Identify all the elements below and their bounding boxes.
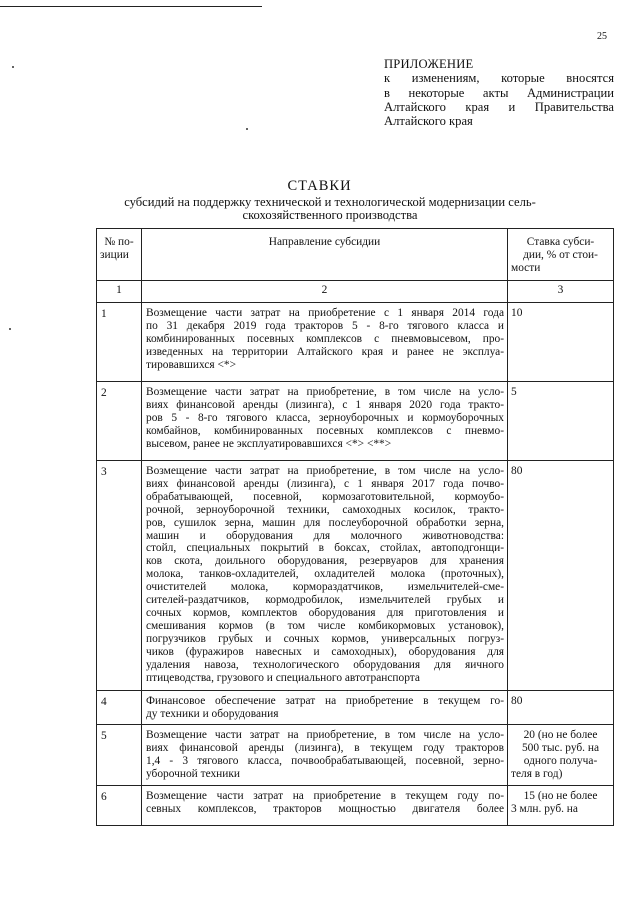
direction-line: высевом, ранее не эксплуатировавшихся <*> <**> — [146, 437, 392, 450]
direction-line: ров, сушилок зерна, машин для послеуборочной обработки зерна, — [146, 516, 504, 529]
direction-line: виях финансовой аренды (лизинга), в текущем году тракторов — [146, 741, 504, 754]
row-rate — [508, 303, 614, 382]
rate-line: 3 млн. руб. на — [511, 802, 578, 815]
row-rate — [508, 382, 614, 461]
header-rate — [508, 229, 614, 281]
rate-line: 500 тыс. руб. на — [521, 741, 600, 754]
direction-line: Финансовое обеспечение затрат на приобретение в текущем го- — [146, 695, 504, 707]
header-text: Направление субсидии — [268, 236, 381, 248]
row-number: 6 — [97, 785, 142, 825]
direction-line: ров 5 - 8-го тягового класса, зерноуборочных и кормоуборочных — [146, 411, 504, 424]
direction-line: Возмещение части затрат на приобретение в текущем году по- — [146, 789, 504, 802]
row-number: 2 — [97, 382, 142, 461]
appendix-header — [384, 57, 614, 128]
direction-line: виях финансовой аренды (лизинга), с 1 января 2020 года тракто- — [146, 398, 504, 411]
rate-line: 10 — [511, 307, 523, 319]
header-direction — [142, 229, 508, 281]
direction-line: сочных кормов, комплектов оборудования для приготовления и — [146, 606, 504, 619]
direction-line: ков скота, доильного оборудования, резервуаров для хранения — [146, 555, 504, 568]
row-rate — [508, 785, 614, 825]
direction-line: Возмещение части затрат на приобретение, в том числе на усло- — [146, 729, 504, 741]
scan-speck — [9, 328, 11, 330]
row-direction — [142, 785, 508, 825]
table-row — [97, 691, 614, 725]
row-number: 4 — [97, 691, 142, 725]
direction-line: очистителей молока, кормораздатчиков, измельчителей-сме- — [146, 581, 504, 594]
direction-line: 1,4 - 3 тягового класса, почвообрабатывающей, посевной, зерно- — [146, 754, 504, 767]
direction-line: чиков (фуражиров навесных и самоходных), оборудования для — [146, 645, 504, 658]
scan-speck — [246, 128, 248, 130]
direction-line: севных комплексов, тракторов мощностью двигателя более — [146, 802, 504, 815]
row-rate — [508, 691, 614, 725]
row-number: 1 — [97, 303, 142, 382]
table-row — [97, 785, 614, 825]
table-row — [97, 303, 614, 382]
document-subtitle — [80, 196, 580, 222]
header-text-line: Ставка субси- — [526, 236, 595, 248]
row-direction — [142, 303, 508, 382]
appendix-line: к изменениям, которые вносятся — [384, 71, 614, 86]
document-title: СТАВКИ — [287, 178, 352, 194]
header-position-number — [97, 229, 142, 281]
row-number: 3 — [97, 461, 142, 691]
direction-line: ду техники и оборудования — [146, 707, 279, 720]
direction-line: рочной, зерноуборочной техники, самоходных косилок, тракто- — [146, 503, 504, 516]
column-number: 3 — [508, 281, 614, 303]
direction-line: сителей-раздатчиков, кормодробилок, измельчителей грубых и — [146, 594, 504, 607]
row-direction — [142, 382, 508, 461]
direction-line: машин и оборудования для молочного животноводства: — [146, 529, 504, 542]
header-text-line: дии, % от стои- — [523, 248, 598, 261]
direction-line: по 31 декабря 2019 года тракторов 5 - 8-го тягового класса и — [146, 319, 504, 332]
header-text-line: мости — [511, 261, 541, 274]
table-header-row — [97, 229, 614, 281]
appendix-line: в некоторые акты Администрации — [384, 85, 614, 100]
header-text-line: зиции — [100, 248, 129, 261]
direction-line: уборочной техники — [146, 767, 240, 780]
row-direction — [142, 691, 508, 725]
direction-line: виях финансовой аренды (лизинга), с 1 января 2017 года почво- — [146, 477, 504, 490]
subsidy-rates-table — [96, 228, 614, 826]
appendix-line: Алтайского края — [384, 114, 473, 129]
rate-line: 15 (но не более — [523, 789, 598, 802]
direction-line: молока, танков-охладителей, охладителей молока (проточных), — [146, 568, 504, 581]
table-row — [97, 725, 614, 786]
scan-edge-line — [0, 6, 262, 7]
direction-line: тировавшихся <*> — [146, 358, 237, 371]
scan-speck — [12, 66, 14, 68]
direction-line: погрузчиков грубых и сочных кормов, универсальных погруз- — [146, 632, 504, 645]
subtitle-line: субсидий на поддержку технической и технологической модернизации сель- — [124, 195, 536, 209]
subtitle-line: скохозяйственного производства — [242, 208, 418, 222]
header-text-line: № по- — [104, 236, 134, 248]
appendix-line: Алтайского края и Правительства — [384, 99, 614, 114]
direction-line: Возмещение части затрат на приобретение, в том числе на усло- — [146, 386, 504, 398]
direction-line: Возмещение части затрат на приобретение, в том числе на усло- — [146, 465, 504, 477]
rate-line: 5 — [511, 386, 517, 398]
appendix-heading: ПРИЛОЖЕНИЕ — [384, 57, 474, 71]
direction-line: комбайнов, комбинированных посевных комплексов с пневмо- — [146, 424, 504, 437]
direction-line: смешивания кормов (в том числе комбикормовых установок), — [146, 619, 504, 632]
rate-line: 80 — [511, 465, 523, 477]
table-row — [97, 382, 614, 461]
direction-line: стойл, специальных покрытий в боксах, стойлах, автоподгонщи- — [146, 542, 504, 555]
row-rate — [508, 461, 614, 691]
direction-line: Возмещение части затрат на приобретение с 1 января 2014 года — [146, 307, 504, 319]
row-rate — [508, 725, 614, 786]
rate-line: теля в год) — [511, 767, 563, 780]
row-number: 5 — [97, 725, 142, 786]
column-numbers-row — [97, 281, 614, 303]
direction-line: удаления навоза, технологического оборудования для яичного — [146, 658, 504, 671]
table-row — [97, 461, 614, 691]
rate-line: 80 — [511, 695, 523, 707]
column-number: 1 — [97, 281, 142, 303]
page-number: 25 — [597, 31, 607, 42]
row-direction — [142, 461, 508, 691]
rate-line: 20 (но не более — [523, 729, 598, 741]
direction-line: обрабатывающей, посевной, кормозаготовительной, кормоубо- — [146, 490, 504, 503]
direction-line: комбинированных посевных комплексов с пневмовысевом, про- — [146, 332, 504, 345]
row-direction — [142, 725, 508, 786]
column-number: 2 — [142, 281, 508, 303]
rate-line: одного получа- — [523, 754, 598, 767]
direction-line: птицеводства, грузового и специального автотранспорта — [146, 671, 420, 684]
direction-line: изведенных на территории Алтайского края и ранее не эксплуа- — [146, 345, 504, 358]
